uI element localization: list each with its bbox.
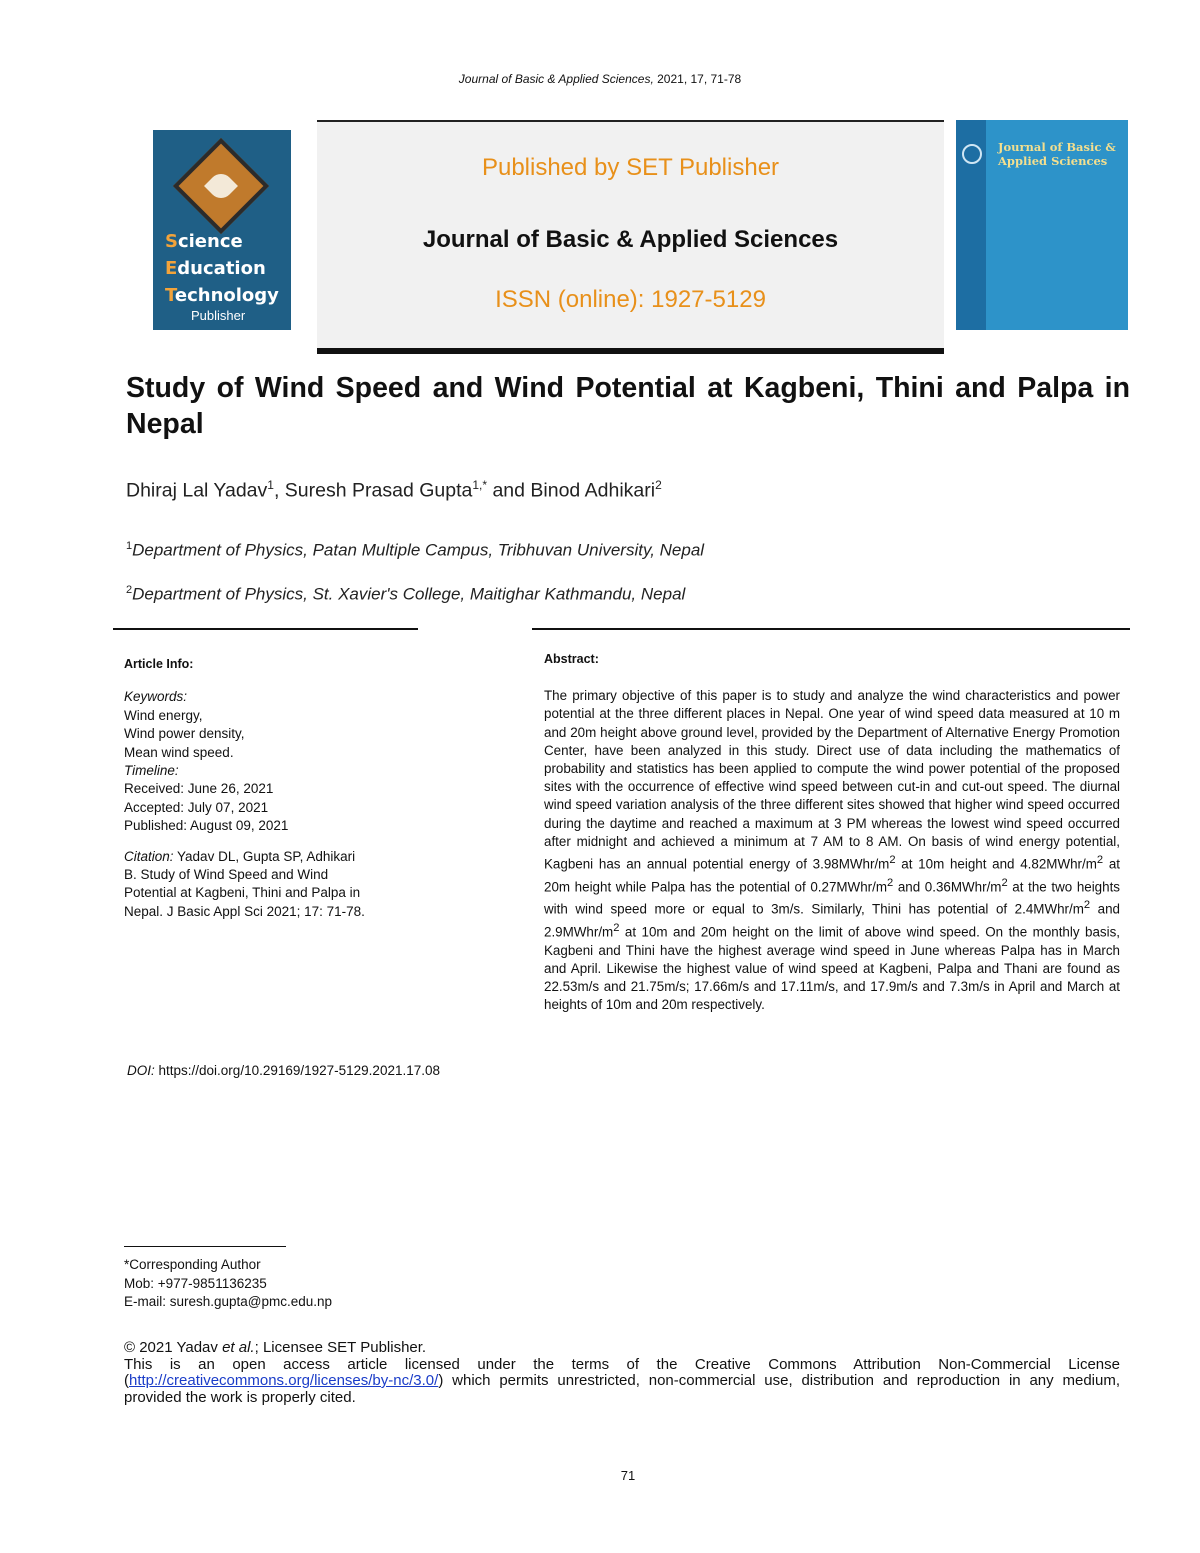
page-number: 71	[620, 1468, 636, 1483]
citation-line: Potential at Kagbeni, Thini and Palpa in	[124, 885, 361, 901]
copyright-text: ; Licensee SET Publisher.	[254, 1339, 427, 1356]
abstract-text: and 2.9MWhr/m	[544, 901, 1120, 940]
affiliation-1	[126, 540, 704, 561]
footnote	[124, 1256, 332, 1312]
abstract-text: at 10m height and 4.82MWhr/m	[895, 856, 1097, 872]
abstract-text: at 10m and 20m height on the limit of above wind speed. On the monthly basis, Kagbeni and Thini have the highest average wind speed in June whereas Palpa has in March and April. Likewise the highest value of wind speed at Kagbeni, Palpa and Thani are found as 22.53m/s and 21.75m/s; 17.66m/s and 17.11m/s, and 17.9m/s and 7.3m/s in April and March at heights of 10m and 20m respectively.	[544, 924, 1120, 1013]
license-text	[124, 1357, 1120, 1407]
abstract-text: at 20m height while Palpa has the potential of 0.27MWhr/m	[544, 856, 1121, 895]
keyword-item: Mean wind speed.	[124, 744, 234, 760]
logo-letter-s: S	[165, 231, 178, 252]
running-header-volume: 2021, 17, 71-78	[653, 72, 742, 86]
running-header	[0, 72, 1200, 86]
copyright-etal: et al.	[222, 1339, 255, 1356]
abstract-text: The primary objective of this paper is to study and analyze the wind characteristics and power potential at the three different places in Nepal. One year of wind speed data measured at 10 m and 20m height above ground level, provided by the Department of Alternative Energy Promotion Center, have been analyzed in this study. Direct use of data including the mathematics of probability and statistics has been applied to compute the wind power potential of the proposed sites with the occurrence of effective wind speed between cut-in and cut-out speed. The diurnal wind speed variation analysis of the three different sites showed that higher wind speed occurred during the daytime and reached a maximum at 3 PM whereas the lowest wind speed occurred after midnight and achieved a minimum at 7 AM to 8 AM. On basis of wind energy potential, Kagbeni has an annual potential energy of 3.98MWhr/m	[544, 688, 1120, 872]
superscript: 2	[886, 876, 894, 889]
superscript: 2	[1001, 876, 1008, 889]
mobile-number: Mob: +977-9851136235	[124, 1275, 267, 1291]
author-name: Dhiraj Lal Yadav	[126, 479, 268, 502]
timeline-label: Timeline:	[124, 763, 179, 779]
superscript: 2	[1096, 854, 1104, 867]
doi-label: DOI:	[127, 1063, 155, 1078]
affiliation-text: Department of Physics, St. Xavier's College, Maitighar Kathmandu, Nepal	[132, 584, 686, 604]
logo-letter-e: E	[165, 258, 178, 279]
author-name: , Suresh Prasad Gupta	[273, 479, 473, 502]
affiliation-marker: 2	[126, 584, 133, 596]
license-text-pre: This is an open access article licensed under the terms of the Creative Commons Attribution Non-Commercial License (	[124, 1355, 1120, 1389]
superscript: 2	[613, 922, 620, 935]
citation	[124, 848, 424, 866]
citation-label: Citation:	[124, 848, 174, 864]
received-date: Received: June 26, 2021	[124, 781, 274, 797]
set-diamond-icon	[173, 138, 269, 234]
logo-letter-t: T	[165, 285, 175, 306]
article-title: Study of Wind Speed and Wind Potential at Kagbeni, Thini and Palpa in Nepal	[126, 372, 1130, 440]
published-date: Published: August 09, 2021	[124, 818, 289, 834]
set-publisher-logo	[153, 130, 291, 330]
logo-word-science: cience	[177, 231, 243, 252]
license-text-post: ) which permits unrestricted, non-commercial use, distribution and reproduction in any medium, provided the work is properly cited.	[124, 1372, 1120, 1406]
citation-line: Nepal. J Basic Appl Sci 2021; 17: 71-78.	[124, 903, 365, 919]
divider-right	[532, 628, 1130, 630]
citation-line: Yadav DL, Gupta SP, Adhikari	[173, 848, 356, 864]
article-info-heading: Article Info:	[124, 657, 194, 671]
superscript: 2	[1083, 899, 1091, 912]
accepted-date: Accepted: July 07, 2021	[124, 799, 269, 815]
author-list	[126, 478, 662, 503]
author-affiliation-marker: 2	[655, 478, 662, 492]
license	[124, 1340, 1120, 1406]
abstract-body	[544, 687, 1120, 1014]
keyword-item: Wind power density,	[124, 726, 245, 742]
affiliation-marker: 1	[126, 540, 133, 552]
copyright	[124, 1340, 1120, 1357]
abstract	[544, 650, 1120, 1015]
banner-issn: ISSN (online): 1927-5129	[495, 286, 766, 313]
citation-line: B. Study of Wind Speed and Wind	[124, 867, 329, 883]
doi	[127, 1063, 440, 1078]
copyright-text: © 2021 Yadav	[124, 1339, 223, 1356]
keyword-item: Wind energy,	[124, 707, 203, 723]
affiliation-2	[126, 584, 685, 605]
logo-word-technology: echnology	[174, 285, 279, 306]
author-affiliation-marker: 1	[267, 478, 274, 492]
logo-word-education: ducation	[177, 258, 266, 279]
license-link[interactable]: http://creativecommons.org/licenses/by-nc/3.0/	[129, 1372, 439, 1389]
author-affiliation-marker: 1,*	[472, 478, 488, 492]
abstract-text: at the two heights with wind speed more or equal to 3m/s. Similarly, Thini has potential of 2.4MWhr/m	[544, 879, 1120, 917]
corresponding-author: *Corresponding Author	[124, 1257, 261, 1272]
article-info	[124, 655, 424, 921]
email: E-mail: suresh.gupta@pmc.edu.np	[124, 1294, 333, 1310]
abstract-text: and 0.36MWhr/m	[893, 879, 1002, 895]
cover-title: Journal of Basic & Applied Sciences	[998, 140, 1116, 168]
cover-seal-icon	[962, 144, 982, 164]
publisher-banner	[317, 120, 944, 354]
banner-published-by: Published by SET Publisher	[481, 154, 780, 181]
footnote-rule	[124, 1246, 286, 1247]
set-logo-words	[165, 228, 279, 309]
author-name: and Binod Adhikari	[487, 479, 656, 502]
doi-link[interactable]: https://doi.org/10.29169/1927-5129.2021.17.08	[154, 1063, 440, 1078]
divider-left	[113, 628, 418, 630]
affiliation-text: Department of Physics, Patan Multiple Campus, Tribhuvan University, Nepal	[132, 540, 705, 560]
logo-publisher-label: Publisher	[191, 308, 246, 323]
journal-cover-thumbnail	[956, 120, 1128, 330]
abstract-heading: Abstract:	[544, 652, 599, 666]
superscript: 2	[889, 854, 896, 867]
banner-journal-name: Journal of Basic & Applied Sciences	[422, 226, 839, 253]
keywords-label: Keywords:	[124, 689, 188, 705]
running-header-journal: Journal of Basic & Applied Sciences,	[458, 72, 654, 86]
